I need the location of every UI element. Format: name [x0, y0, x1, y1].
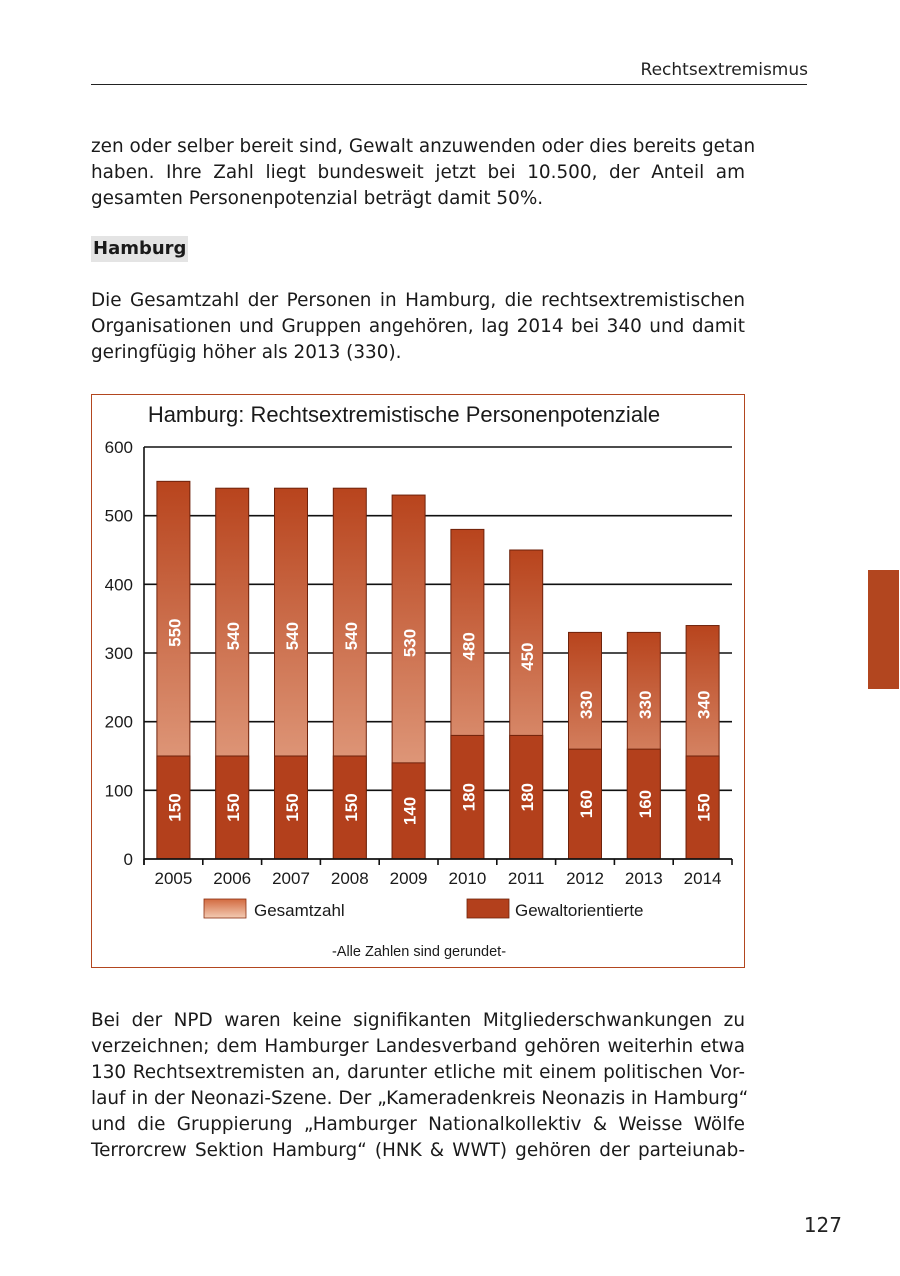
data-label-gesamtzahl: 550 — [165, 618, 185, 647]
text-line: Terrorcrew Sektion Hamburg“ (HNK & WWT) gehören der parteiunab- — [91, 1140, 745, 1161]
legend-swatch-gewaltorientierte — [467, 899, 509, 918]
text-line: Die Gesamtzahl der Personen in Hamburg, die rechtsextremistischen — [91, 290, 745, 311]
header-rule — [91, 84, 807, 85]
x-tick-label: 2006 — [213, 869, 252, 888]
x-tick-label: 2012 — [566, 869, 604, 888]
paragraph-npd — [91, 1008, 749, 1164]
section-heading: Hamburg — [91, 236, 188, 262]
data-label-gewaltorientierte: 150 — [165, 793, 185, 822]
data-label-gewaltorientierte: 140 — [400, 796, 420, 826]
legend-label-gewaltorientierte: Gewaltorientierte — [515, 901, 644, 920]
text-line: und die Gruppierung „Hamburger Nationalkollektiv & Weisse Wölfe — [91, 1114, 745, 1135]
y-tick-label: 600 — [104, 438, 133, 457]
chart-frame — [91, 394, 745, 968]
y-tick-label: 100 — [104, 781, 133, 801]
paragraph-intro — [91, 134, 756, 212]
text-line: gesamten Personenpotenzial beträgt damit 50%. — [91, 188, 544, 209]
y-tick-label: 400 — [104, 575, 133, 595]
text-line: Organisationen und Gruppen angehören, lag 2014 bei 340 und damit — [91, 316, 745, 337]
x-tick-label: 2008 — [330, 869, 369, 888]
y-tick-label: 0 — [123, 850, 133, 869]
y-tick-label: 200 — [104, 712, 133, 732]
data-label-gewaltorientierte: 160 — [577, 789, 596, 819]
data-label-gesamtzahl: 530 — [400, 628, 420, 658]
y-tick-label: 500 — [104, 506, 133, 526]
data-label-gesamtzahl: 340 — [694, 690, 714, 719]
text-line: haben. Ihre Zahl liegt bundesweit jetzt bei 10.500, der Anteil am — [91, 162, 745, 183]
chart-note: -Alle Zahlen sind gerundet- — [331, 944, 507, 960]
text-line: geringfügig höher als 2013 (330). — [91, 342, 402, 363]
x-tick-label: 2013 — [624, 869, 663, 888]
data-label-gesamtzahl: 540 — [224, 621, 244, 651]
text-line: zen oder selber bereit sind, Gewalt anzuwenden oder dies bereits getan — [91, 136, 756, 157]
data-label-gesamtzahl: 480 — [459, 632, 479, 661]
chapter-marker-tab — [868, 570, 899, 689]
data-label-gewaltorientierte: 180 — [459, 783, 479, 812]
data-label-gewaltorientierte: 160 — [635, 789, 655, 819]
paragraph-hamburg — [91, 288, 745, 366]
x-tick-label: 2009 — [389, 869, 428, 888]
legend-label-gesamtzahl: Gesamtzahl — [254, 901, 345, 920]
page-number: 127 — [803, 1213, 842, 1237]
data-label-gesamtzahl: 540 — [283, 621, 302, 651]
y-tick-label: 300 — [104, 644, 133, 663]
x-tick-label: 2007 — [272, 869, 310, 888]
bar-chart — [92, 395, 744, 967]
data-label-gewaltorientierte: 180 — [518, 783, 538, 812]
data-label-gewaltorientierte: 150 — [283, 793, 302, 822]
x-tick-label: 2010 — [448, 869, 487, 888]
data-label-gewaltorientierte: 150 — [341, 793, 361, 822]
data-label-gesamtzahl: 330 — [635, 690, 655, 719]
data-label-gewaltorientierte: 150 — [224, 793, 244, 822]
data-label-gewaltorientierte: 150 — [694, 793, 714, 822]
data-label-gesamtzahl: 330 — [577, 690, 596, 719]
data-label-gesamtzahl: 540 — [341, 621, 361, 651]
text-line: lauf in der Neonazi-Szene. Der „Kameradenkreis Neonazis in Hamburg“ — [91, 1088, 749, 1109]
chart-title: Hamburg: Rechtsextremistische Personenpotenziale — [147, 402, 661, 427]
text-line: verzeichnen; dem Hamburger Landesverband gehören weiterhin etwa — [91, 1036, 745, 1057]
x-tick-label: 2014 — [683, 869, 722, 888]
x-tick-label: 2005 — [154, 869, 193, 888]
text-line: Bei der NPD waren keine signifikanten Mitgliederschwankungen zu — [91, 1010, 745, 1031]
text-line: 130 Rechtsextremisten an, darunter etliche mit einem politischen Vor- — [91, 1062, 745, 1083]
x-tick-label: 2011 — [507, 869, 545, 888]
data-label-gesamtzahl: 450 — [518, 642, 538, 671]
legend-swatch-gesamtzahl — [204, 899, 246, 918]
running-header: Rechtsextremismus — [640, 60, 808, 80]
